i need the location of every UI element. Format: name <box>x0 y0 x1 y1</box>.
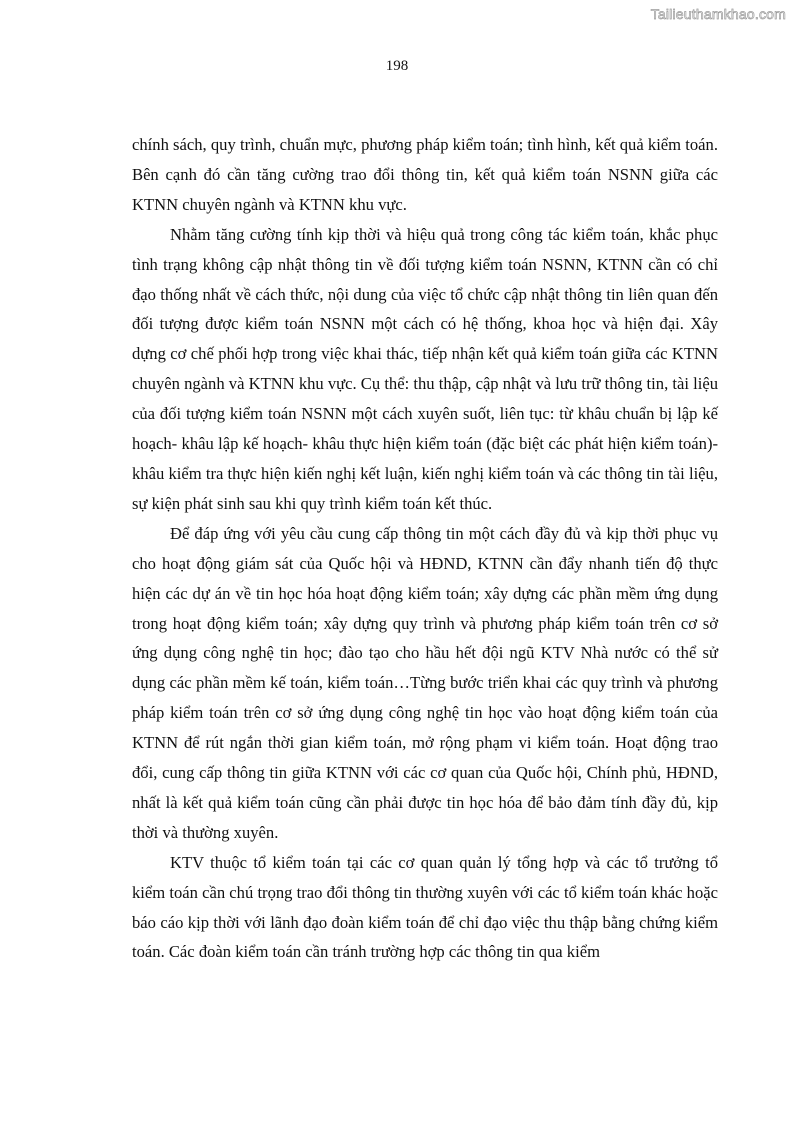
paragraph: KTV thuộc tổ kiểm toán tại các cơ quan quản lý tổng hợp và các tổ trưởng tổ kiểm toán cần chú trọng trao đổi thông tin thường xuyên với các tổ kiểm toán khác hoặc báo cáo kịp thời với lãnh đạo đoàn kiểm toán để chỉ đạo việc thu thập bằng chứng kiểm toán. Các đoàn kiểm toán cần tránh trường hợp các thông tin qua kiểm <box>132 852 718 962</box>
document-body <box>132 130 718 967</box>
paragraph: Để đáp ứng với yêu cầu cung cấp thông tin một cách đầy đủ và kịp thời phục vụ cho hoạt động giám sát của Quốc hội và HĐND, KTNN cần đẩy nhanh tiến độ thực hiện các dự án về tin học hóa hoạt động kiểm toán; xây dựng các phần mềm ứng dụng trong hoạt động kiểm toán; xây dựng quy trình và phương pháp kiểm toán trên cơ sở ứng dụng công nghệ tin học; đào tạo cho hầu hết đội ngũ KTV Nhà nước có thể sử dụng các phần mềm kế toán, kiểm toán…Từng bước triển khai các quy trình và phương pháp kiểm toán trên cơ sở ứng dụng công nghệ tin học vào hoạt động kiểm toán của KTNN để rút ngắn thời gian kiểm toán, mở rộng phạm vi kiểm toán. Hoạt động trao đổi, cung cấp thông tin giữa KTNN với các cơ quan của Quốc hội, Chính phủ, HĐND, nhất là kết quả kiểm toán cũng cần phải được tin học hóa để bảo đảm tính đầy đủ, kịp thời và thường xuyên. <box>132 523 718 842</box>
page-number: 198 <box>385 58 409 74</box>
paragraph-continued: chính sách, quy trình, chuẩn mực, phương pháp kiểm toán; tình hình, kết quả kiểm toán. Bên cạnh đó cần tăng cường trao đổi thông tin, kết quả kiểm toán NSNN giữa các KTNN chuyên ngành và KTNN khu vực. <box>132 135 718 214</box>
paragraph: Nhằm tăng cường tính kịp thời và hiệu quả trong công tác kiểm toán, khắc phục tình trạng không cập nhật thông tin về đối tượng kiểm toán NSNN, KTNN cần có chỉ đạo thống nhất về cách thức, nội dung của việc tổ chức cập nhật thông tin liên quan đến đối tượng được kiểm toán NSNN một cách có hệ thống, khoa học và hiện đại. Xây dựng cơ chế phối hợp trong việc khai thác, tiếp nhận kết quả kiểm toán giữa các KTNN chuyên ngành và KTNN khu vực. Cụ thể: thu thập, cập nhật và lưu trữ thông tin, tài liệu của đối tượng kiểm toán NSNN một cách xuyên suốt, liên tục: từ khâu chuẩn bị lập kế hoạch- khâu lập kế hoạch- khâu thực hiện kiểm toán (đặc biệt các phát hiện kiểm toán)- khâu kiểm tra thực hiện kiến nghị kết luận, kiến nghị kiểm toán và các thông tin tài liệu, sự kiện phát sinh sau khi quy trình kiểm toán kết thúc. <box>132 224 718 513</box>
watermark-text: Tailieuthamkhao.com <box>650 6 786 22</box>
